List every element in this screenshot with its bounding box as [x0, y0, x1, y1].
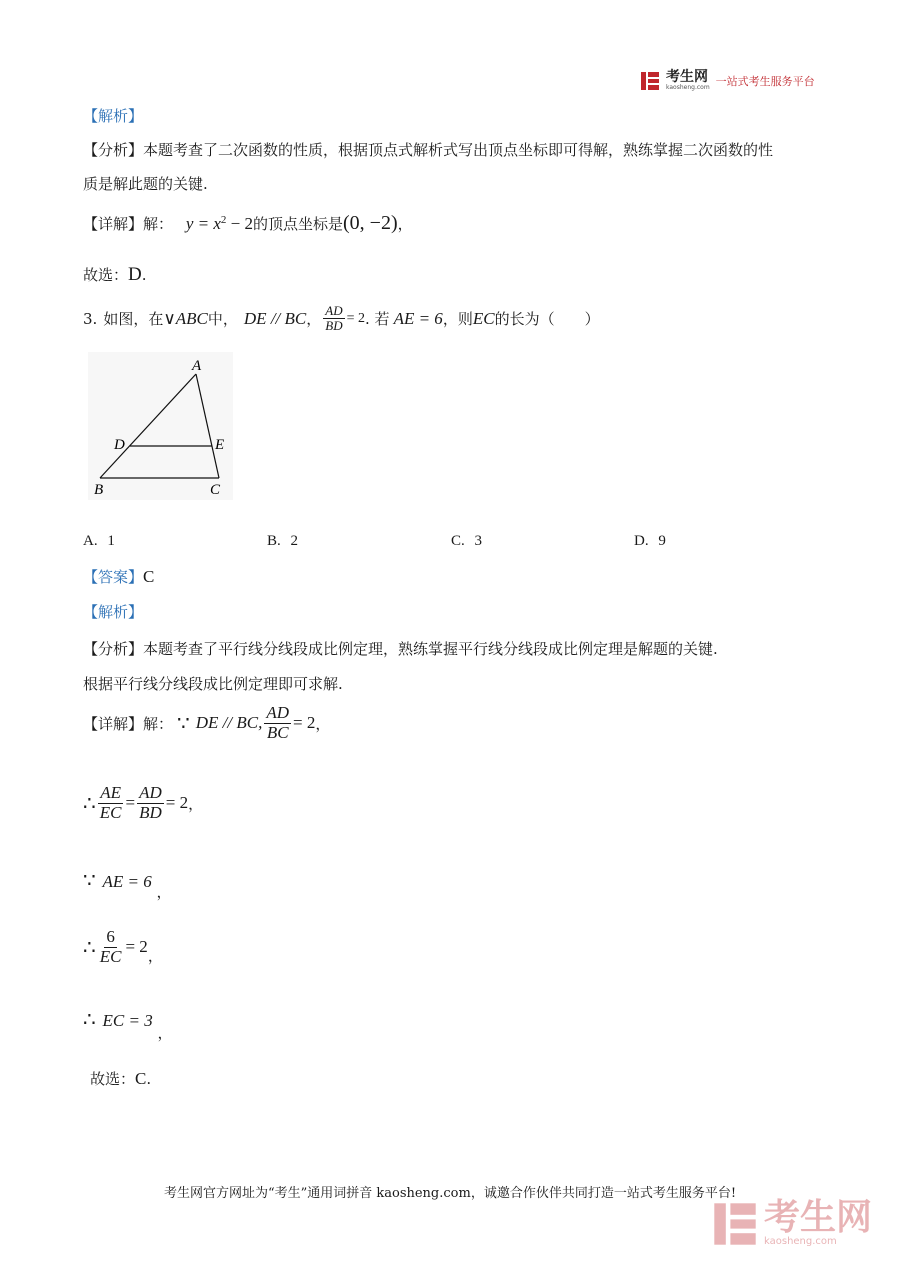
step2-fraction1: [98, 784, 124, 822]
option-a-letter: A.: [83, 533, 98, 549]
solution-choice-end: .: [146, 1070, 152, 1088]
question-text3: ，: [306, 310, 322, 329]
step1-because: ∵: [177, 712, 190, 735]
question-frac-val: = 2: [346, 310, 366, 326]
question-stem: [83, 304, 600, 334]
solution-analysis-line2: 根据平行线分线段成比例定理即可求解.: [83, 675, 343, 693]
logo-name: 考生网: [666, 69, 708, 85]
watermark-logo-icon: [712, 1201, 758, 1247]
prev-func-eq: = x: [193, 214, 221, 233]
prev-choice-prefix: 故选：: [83, 266, 129, 284]
answer-value: C: [143, 567, 155, 586]
option-c-letter: C.: [451, 533, 465, 549]
option-c-value: 3: [474, 533, 483, 549]
step4-num: 6: [106, 927, 115, 946]
option-b-letter: B.: [267, 533, 281, 549]
prev-detail-line: [83, 212, 413, 235]
solution-section-label: 【解析】: [83, 603, 144, 621]
logo-domain: kaosheng.com: [666, 84, 710, 91]
question-text4: . 若: [365, 310, 390, 329]
step3-expr: AE = 6: [102, 872, 152, 891]
question-number: 3.: [83, 309, 98, 328]
solution-analysis-text1: 本题考查了平行线分线段成比例定理，熟练掌握平行线分线段成比例定理是解题的关键.: [143, 640, 718, 658]
solution-analysis-label: 【分析】: [83, 640, 144, 658]
solution-step5: [83, 1007, 173, 1042]
prev-analysis-line2: 质是解此题的关键.: [83, 175, 208, 193]
answer-label: 【答案】: [83, 568, 144, 586]
solution-step1: [83, 704, 330, 742]
prev-choice-line: [83, 264, 147, 286]
step5-expr: EC = 3: [102, 1011, 153, 1030]
question-ec: EC: [472, 308, 495, 328]
step3-end: ，: [156, 883, 172, 901]
watermark-name: 考生网: [764, 1197, 873, 1238]
step1-fraction: [264, 704, 291, 742]
question-frac-den: BD: [325, 318, 343, 334]
label-b: B: [94, 482, 104, 498]
prev-detail-label: 【详解】: [83, 215, 144, 233]
question-frac-num: AD: [325, 303, 343, 318]
option-b: [267, 533, 298, 550]
step4-fraction: [98, 928, 124, 966]
solution-step2: [83, 784, 203, 822]
option-d: [634, 533, 666, 550]
label-e: E: [215, 437, 225, 453]
step2-den1: EC: [99, 802, 122, 822]
label-d: D: [114, 437, 125, 453]
question-text5: ，则: [442, 310, 473, 329]
step2-num2: AD: [139, 783, 162, 802]
option-a-value: 1: [107, 533, 115, 549]
step4-right: = 2: [125, 937, 148, 957]
prev-func-y: y: [185, 214, 194, 233]
page-footer: 考生网官方网址为“考生”通用词拼音 kaosheng.com，诚邀合作伙伴共同打造一站式考生服务平台!: [163, 1186, 737, 1201]
prev-choice-end: .: [141, 266, 147, 284]
prev-func-exp: 2: [220, 214, 227, 226]
step2-num1: AE: [100, 783, 121, 802]
step2-end: ，: [188, 794, 204, 813]
prev-detail-end: ，: [397, 215, 413, 233]
prev-func-rest: − 2: [226, 214, 253, 233]
watermark: [712, 1197, 873, 1247]
watermark-domain: kaosheng.com: [764, 1236, 837, 1247]
solution-detail-prefix: 解：: [143, 714, 174, 733]
step1-right: = 2: [293, 713, 316, 733]
option-b-value: 2: [290, 533, 299, 549]
step1-den: BC: [266, 722, 289, 742]
option-c: [451, 533, 482, 550]
option-d-letter: D.: [634, 533, 649, 549]
solution-choice-value: C: [135, 1069, 147, 1088]
step1-left: DE // BC,: [195, 713, 263, 733]
solution-choice-prefix: 故选：: [90, 1070, 136, 1088]
prev-section-label: 【解析】: [83, 107, 144, 125]
step2-den2: BD: [139, 802, 162, 822]
prev-detail-prefix: 解：: [143, 215, 174, 233]
question-ae: AE = 6: [393, 308, 443, 328]
question-text2: 中，: [207, 310, 238, 329]
step4-therefore: ∴: [83, 936, 96, 959]
solution-analysis-line1: [83, 638, 718, 659]
step4-den: EC: [99, 946, 122, 966]
option-a: [83, 533, 115, 550]
question-triangle: ∨ABC: [163, 308, 208, 328]
solution-step3: [83, 868, 172, 901]
step1-num: AD: [266, 703, 290, 722]
label-c: C: [210, 482, 221, 498]
step5-therefore: ∴: [83, 1009, 96, 1031]
question-fraction: [323, 304, 344, 334]
prev-analysis-text1: 本题考查了二次函数的性质，根据顶点式解析式写出顶点坐标即可得解，熟练掌握二次函数的性: [143, 141, 774, 159]
step2-eq: =: [125, 793, 136, 813]
solution-step4: [83, 928, 163, 966]
question-text6: 的长为（ ）: [494, 310, 600, 329]
prev-vertex: (0, −2): [343, 212, 398, 234]
step2-right: = 2: [165, 793, 189, 813]
step5-end: ，: [157, 1024, 173, 1042]
step2-therefore: ∴: [83, 792, 96, 815]
solution-choice-line: [90, 1068, 151, 1089]
logo-slogan: 一站式考生服务平台: [715, 74, 815, 88]
prev-analysis-line1: [83, 139, 773, 160]
step4-end: ，: [147, 946, 163, 965]
solution-detail-label: 【详解】: [83, 714, 144, 733]
step3-because: ∵: [83, 870, 96, 892]
triangle-figure: [88, 352, 233, 500]
prev-choice-value: D: [128, 264, 142, 285]
question-parallel: DE // BC: [243, 308, 307, 328]
answer-line: [83, 566, 154, 587]
step1-end: ，: [315, 714, 331, 733]
header-logo: [640, 70, 815, 91]
step2-fraction2: [137, 784, 164, 822]
label-a: A: [192, 358, 202, 374]
prev-analysis-label: 【分析】: [83, 141, 144, 159]
prev-detail-mid: 的顶点坐标是: [252, 215, 343, 233]
option-d-value: 9: [658, 533, 666, 549]
kaosheng-logo-icon: [640, 71, 660, 91]
question-text1: 如图，在: [103, 310, 164, 329]
